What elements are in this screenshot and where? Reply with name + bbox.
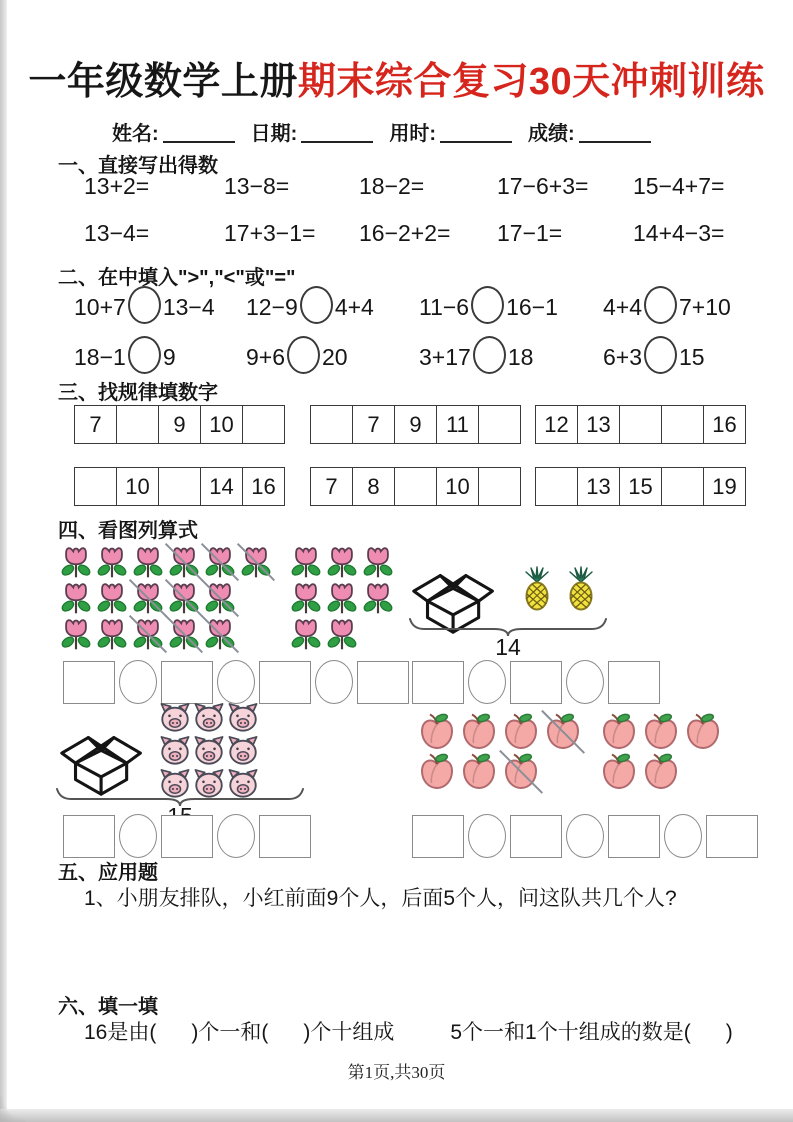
icon-row [288,616,396,652]
section2-heading: 二、在中填入">","<"或"=" [58,267,296,289]
compare-problem [74,286,246,324]
compare-circle [128,336,161,374]
pig-icon [158,735,192,768]
peach-icon [542,712,584,752]
tulip-icon [58,580,94,616]
fill-in-part2: 5个一和1个十组成的数是( ) [450,1021,733,1044]
compare-circle [300,286,333,324]
icon-row [416,752,584,792]
compare-right: 15 [679,343,705,370]
compare-problem [246,286,419,324]
strip-cell [478,406,520,443]
compare-circle [128,286,161,324]
section4-pictures [0,540,793,860]
section5-heading: 五、应用题 [58,862,158,884]
pig-icon [158,702,192,735]
strip-cell [75,468,116,505]
calc-row [84,220,744,247]
tulip-icon [166,616,202,652]
calc-problem: 17−6+3= [497,173,589,199]
icon-row [58,544,274,580]
peach-icon [500,712,542,752]
compare-circle [471,286,504,324]
answer-row-flowers [63,660,409,704]
page-title [0,50,793,105]
icon-row [58,616,274,652]
strip-cell: 10 [200,406,242,443]
meta-label: 日期: [250,123,298,145]
tulip-icon [166,580,202,616]
calc-problem: 18−2= [359,173,425,199]
peach-icon [458,752,500,792]
strip-cell [661,468,703,505]
peach-icon [598,752,640,792]
answer-circle-box [468,814,506,858]
strip-cell [158,468,200,505]
peach-icon [500,752,542,792]
answer-circle-box [315,660,353,704]
peach-group-1 [416,712,584,792]
strip-cell: 9 [394,406,436,443]
compare-left: 6+3 [603,343,643,370]
answer-circle-box [217,814,255,858]
meta-blank-line [440,121,512,143]
answer-square-box [161,815,213,858]
compare-circle [644,286,677,324]
strip-cell: 16 [703,406,745,443]
compare-problem [419,336,603,374]
compare-circle [473,336,506,374]
strip-cell [116,406,158,443]
compare-right: 7+10 [679,293,731,320]
strip-cell: 7 [325,474,338,499]
compare-left: 11−6 [419,293,470,320]
tulip-icon [94,544,130,580]
calc-problem: 15−4+7= [633,173,725,199]
strip-cell: 8 [352,468,394,505]
tulip-icon [166,544,202,580]
meta-label: 用时: [389,123,437,145]
strip-cell [311,406,352,443]
tulip-icon [130,616,166,652]
tulip-icon [58,544,94,580]
tulip-icon [288,616,324,652]
strip-cell [242,406,284,443]
strip-cell: 13 [577,406,619,443]
meta-field [112,123,251,145]
page-title-red: 期末综合复习30天冲刺训练 [297,61,765,103]
strip-cell: 7 [352,406,394,443]
compare-right: 4+4 [334,293,374,320]
pineapple-group [520,566,598,612]
compare-problem [419,286,603,324]
answer-square-box [63,661,115,704]
meta-label: 姓名: [112,123,159,145]
compare-problem [603,286,744,324]
number-strip [535,405,746,444]
compare-row [74,284,744,325]
answer-square-box [357,661,409,704]
icon-row [520,566,598,612]
section1-problems [84,173,744,267]
section3-strips [74,405,744,529]
icon-row [288,544,396,580]
strip-cell [394,468,436,505]
meta-blank-line [163,121,235,143]
strip-row [74,405,744,445]
answer-row-pigs [63,814,311,858]
compare-problem [603,336,744,374]
compare-right: 13−4 [162,293,215,320]
strip-cell: 10 [436,468,478,505]
compare-right: 18 [507,343,534,370]
pig-icon [226,735,260,768]
icon-row [598,712,724,752]
answer-square-box [510,661,562,704]
pineapple-icon [520,566,554,612]
answer-square-box [161,661,213,704]
strip-cell [661,406,703,443]
section4-heading: 四、看图列算式 [58,520,198,542]
tulip-icon [324,580,360,616]
answer-circle-box [664,814,702,858]
fill-in-line [84,1016,733,1046]
flower-group-2 [288,544,396,652]
tulip-icon [58,616,94,652]
compare-right: 16−1 [506,293,558,320]
compare-row [74,334,744,375]
answer-circle-box [119,814,157,858]
tulip-icon [324,616,360,652]
tulip-icon [360,544,396,580]
answer-square-box [608,815,660,858]
icon-row [158,735,260,768]
peach-icon [416,752,458,792]
strip-cell: 19 [703,468,745,505]
pineapple-icon [564,566,598,612]
section1-heading: 一、直接写出得数 [58,155,218,177]
compare-right: 20 [322,343,348,370]
icon-row [416,712,584,752]
compare-left: 3+17 [419,343,471,370]
compare-circle [287,336,320,374]
strip-cell: 10 [116,468,158,505]
tulip-icon [130,580,166,616]
compare-left: 18−1 [74,343,126,370]
answer-circle-box [468,660,506,704]
calc-problem: 17+3−1= [224,220,316,246]
answer-square-box [259,661,311,704]
icon-row [158,702,260,735]
icon-row [288,580,396,616]
calc-problem: 13−4= [84,220,150,246]
strip-cell [536,468,577,505]
section2-problems [74,284,744,384]
peach-icon [458,712,500,752]
meta-label: 成绩: [528,123,575,145]
scan-edge-corner [0,1096,26,1122]
answer-circle-box [566,814,604,858]
tulip-icon [94,580,130,616]
calc-row [84,173,744,200]
tulip-icon [202,580,238,616]
peach-icon [598,712,640,752]
section6-heading: 六、填一填 [58,996,158,1018]
answer-row-peaches [412,814,758,858]
tulip-icon [360,580,396,616]
page-number: 第1页,共30页 [347,1063,446,1082]
tulip-icon [94,616,130,652]
answer-row-pineapples [412,660,660,704]
strip-cell: 15 [619,468,661,505]
answer-square-box [510,815,562,858]
number-strip [310,405,521,444]
peach-icon [640,752,682,792]
compare-right: 9 [162,343,176,370]
page-title-black: 一年级数学上册 [28,61,298,103]
word-problem-text: 1、小朋友排队，小红前面9个人，后面5个人，问这队共几个人? [84,887,677,910]
tulip-icon [202,616,238,652]
pig-icon [226,702,260,735]
meta-field [528,123,651,145]
tulip-icon [288,544,324,580]
meta-blank-line [301,121,373,143]
meta-fields-row [112,117,651,146]
answer-circle-box [119,660,157,704]
calc-problem: 14+4−3= [633,220,725,246]
meta-field [389,123,528,145]
compare-problem [246,336,419,374]
tulip-icon [238,544,274,580]
strip-cell: 7 [89,412,102,437]
tulip-icon [324,544,360,580]
number-strip [310,467,521,506]
strip-cell: 13 [577,468,619,505]
strip-cell [478,468,520,505]
strip-cell: 12 [544,412,569,437]
calc-problem: 17−1= [497,220,563,246]
pig-icon [192,702,226,735]
compare-left: 10+7 [74,293,126,320]
meta-blank-line [579,121,651,143]
pig-icon [192,735,226,768]
strip-row [74,467,744,507]
number-strip [74,467,285,506]
compare-problem [74,336,246,374]
flower-group-1 [58,544,274,652]
calc-problem: 16−2+2= [359,220,451,246]
strip-cell: 11 [436,406,478,443]
answer-square-box [63,815,115,858]
scan-edge-bottom [0,1109,793,1122]
answer-square-box [259,815,311,858]
answer-square-box [412,661,464,704]
strip-cell: 14 [200,468,242,505]
meta-field [251,123,390,145]
section3-heading: 三、找规律填数字 [58,382,218,404]
peach-group-2 [598,712,724,792]
answer-square-box [412,815,464,858]
strip-cell: 16 [242,468,284,505]
fill-in-part1: 16是由( )个一和( )个十组成 [84,1021,395,1044]
calc-problem: 13+2= [84,173,150,199]
strip-cell [619,406,661,443]
answer-square-box [706,815,758,858]
icon-row [58,580,274,616]
peach-icon [416,712,458,752]
brace-label-14: 14 [495,634,521,660]
compare-left: 12−9 [246,293,298,320]
number-strip [535,467,746,506]
compare-left: 4+4 [603,293,643,320]
icon-row [598,752,724,792]
number-strip [74,405,285,444]
answer-circle-box [217,660,255,704]
tulip-icon [202,544,238,580]
peach-icon [640,712,682,752]
answer-circle-box [566,660,604,704]
peach-icon [682,712,724,752]
compare-circle [644,336,677,374]
compare-left: 9+6 [246,343,286,370]
calc-problem: 13−8= [224,173,290,199]
strip-cell: 9 [158,406,200,443]
tulip-icon [130,544,166,580]
tulip-icon [288,580,324,616]
answer-square-box [608,661,660,704]
